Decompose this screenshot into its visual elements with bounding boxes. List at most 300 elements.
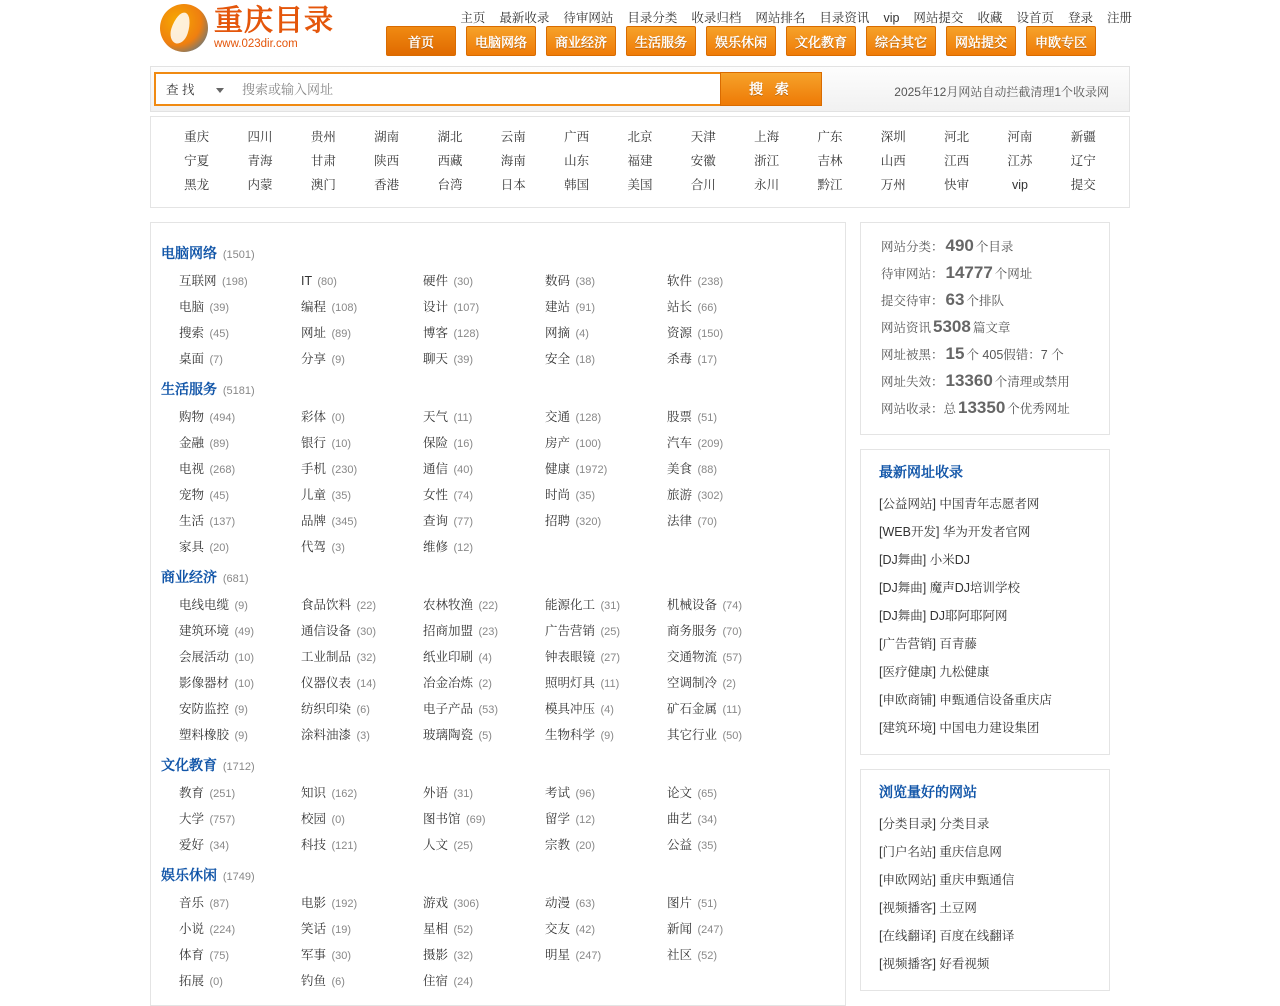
popular-site-link[interactable]: [分类目录] 分类目录 xyxy=(879,817,990,831)
category-item[interactable] xyxy=(545,457,667,483)
category-item[interactable] xyxy=(423,431,545,457)
category-item-count: (238) xyxy=(697,276,724,288)
stat-value: 13360 xyxy=(945,371,993,390)
region-link[interactable]: 甘肃 xyxy=(310,154,336,168)
category-item[interactable] xyxy=(423,619,545,645)
category-item[interactable] xyxy=(179,593,301,619)
category-item[interactable] xyxy=(423,321,545,347)
category-item-count: (306) xyxy=(453,898,480,910)
category-item-count: (89) xyxy=(209,438,230,450)
category-item[interactable] xyxy=(667,781,789,807)
category-item-label: 新闻 xyxy=(667,922,693,936)
category-item-label: 时尚 xyxy=(545,488,571,502)
category-item-label: 站长 xyxy=(667,300,693,314)
region-link[interactable]: vip xyxy=(1011,178,1028,192)
popular-site-link[interactable]: [申欧网站] 重庆申甄通信 xyxy=(879,873,1015,887)
region-link[interactable]: 安徽 xyxy=(690,154,716,168)
search-input[interactable] xyxy=(232,72,720,106)
category-item[interactable] xyxy=(545,781,667,807)
category-item-label: 家具 xyxy=(179,540,205,554)
region-link[interactable]: 香港 xyxy=(374,178,400,192)
region-link[interactable]: 福建 xyxy=(627,154,653,168)
category-item[interactable] xyxy=(179,645,301,671)
category-item-label: 照明灯具 xyxy=(545,676,596,690)
category-item[interactable] xyxy=(545,917,667,943)
region-link[interactable]: 黑龙 xyxy=(184,178,210,192)
region-links xyxy=(150,116,1130,208)
category-item-label: 动漫 xyxy=(545,896,571,910)
region-link[interactable]: 四川 xyxy=(247,130,273,144)
top-link-categories[interactable]: 目录分类 xyxy=(627,11,678,25)
latest-site-link[interactable]: [建筑环境] 中国电力建设集团 xyxy=(879,721,1040,735)
category-item-count: (30) xyxy=(331,950,352,962)
category-item-count: (49) xyxy=(234,626,255,638)
category-item-count: (66) xyxy=(697,302,718,314)
latest-site-link[interactable]: [公益网站] 中国青年志愿者网 xyxy=(879,497,1040,511)
category-item[interactable] xyxy=(423,943,545,969)
category-item[interactable] xyxy=(179,483,301,509)
search-button[interactable]: 搜 索 xyxy=(720,72,822,106)
region-link[interactable]: 山西 xyxy=(880,154,906,168)
latest-site-link[interactable]: [WEB开发] 华为开发者官网 xyxy=(879,525,1031,539)
category-item-label: 宗教 xyxy=(545,838,571,852)
category-item-label: 外语 xyxy=(423,786,449,800)
category-item-count: (38) xyxy=(575,276,596,288)
category-item[interactable] xyxy=(545,891,667,917)
category-item-count: (87) xyxy=(209,898,230,910)
category-item-label: 知识 xyxy=(301,786,327,800)
category-item[interactable] xyxy=(301,483,423,509)
category-item-label: 其它行业 xyxy=(667,728,718,742)
top-link-latest[interactable]: 最新收录 xyxy=(499,11,550,25)
category-item-label: 拓展 xyxy=(179,974,205,988)
category-heading[interactable] xyxy=(151,865,845,885)
region-link[interactable]: 湖南 xyxy=(374,130,400,144)
top-link-vip[interactable]: vip xyxy=(883,11,900,25)
category-item[interactable] xyxy=(179,723,301,749)
category-item[interactable] xyxy=(667,321,789,347)
category-item[interactable] xyxy=(301,645,423,671)
category-item-label: 代驾 xyxy=(301,540,327,554)
category-item[interactable] xyxy=(545,405,667,431)
category-item-label: 生活 xyxy=(179,514,205,528)
category-item-count: (247) xyxy=(575,950,602,962)
category-item-label: 电影 xyxy=(301,896,327,910)
category-item-count: (35) xyxy=(575,490,596,502)
category-item[interactable] xyxy=(423,969,545,995)
category-item[interactable] xyxy=(545,347,667,373)
category-heading[interactable] xyxy=(151,243,845,263)
region-link[interactable]: 山东 xyxy=(564,154,590,168)
top-link-register[interactable]: 注册 xyxy=(1106,11,1132,25)
region-link[interactable]: 美国 xyxy=(627,178,653,192)
category-item[interactable] xyxy=(179,269,301,295)
category-item-count: (34) xyxy=(697,814,718,826)
category-item-count: (2) xyxy=(722,678,736,690)
logo-icon xyxy=(160,4,208,52)
category-item[interactable] xyxy=(179,295,301,321)
category-item[interactable] xyxy=(667,807,789,833)
category-item[interactable] xyxy=(667,671,789,697)
category-item[interactable] xyxy=(179,321,301,347)
category-item[interactable] xyxy=(667,457,789,483)
category-heading-label: 商业经济 xyxy=(161,569,217,585)
category-item-label: 公益 xyxy=(667,838,693,852)
category-item[interactable] xyxy=(423,295,545,321)
category-item-label: 保险 xyxy=(423,436,449,450)
category-item[interactable] xyxy=(545,269,667,295)
logo-subtitle: www.023dir.com xyxy=(214,37,298,50)
category-item[interactable] xyxy=(179,431,301,457)
site-logo[interactable] xyxy=(160,0,340,56)
category-item[interactable] xyxy=(545,593,667,619)
category-item-count: (35) xyxy=(697,840,718,852)
category-heading-count: (1749) xyxy=(222,871,255,883)
category-item[interactable] xyxy=(179,405,301,431)
category-item-count: (89) xyxy=(331,328,352,340)
category-item[interactable] xyxy=(301,535,423,561)
category-item[interactable] xyxy=(545,645,667,671)
category-item-label: 音乐 xyxy=(179,896,205,910)
category-item-label: 网摘 xyxy=(545,326,571,340)
category-item[interactable] xyxy=(301,509,423,535)
category-item[interactable] xyxy=(301,781,423,807)
category-item[interactable] xyxy=(423,781,545,807)
category-item[interactable] xyxy=(545,723,667,749)
category-item[interactable] xyxy=(545,321,667,347)
category-grid xyxy=(151,781,845,859)
category-item-label: 体育 xyxy=(179,948,205,962)
category-item-label: 矿石金属 xyxy=(667,702,718,716)
region-link[interactable]: 陕西 xyxy=(374,154,400,168)
category-item-count: (137) xyxy=(209,516,236,528)
popular-site-link[interactable]: [门户名站] 重庆信息网 xyxy=(879,845,1002,859)
category-item[interactable] xyxy=(423,457,545,483)
top-link-archive[interactable]: 收录归档 xyxy=(691,11,742,25)
category-item[interactable] xyxy=(423,891,545,917)
stat-suffix: 个 405假错：7 个 xyxy=(966,348,1064,362)
region-link[interactable]: 西藏 xyxy=(437,154,463,168)
category-item[interactable] xyxy=(423,593,545,619)
latest-site-link[interactable]: [DJ舞曲] DJ耶阿耶阿网 xyxy=(879,609,1008,623)
region-link[interactable]: 上海 xyxy=(754,130,780,144)
category-item[interactable] xyxy=(667,917,789,943)
category-heading[interactable] xyxy=(151,379,845,399)
top-link-submit[interactable]: 网站提交 xyxy=(913,11,964,25)
category-item[interactable] xyxy=(301,723,423,749)
category-item[interactable] xyxy=(667,509,789,535)
category-item[interactable] xyxy=(301,321,423,347)
category-item-label: 模具冲压 xyxy=(545,702,596,716)
nav-item-others[interactable]: 综合其它 xyxy=(866,26,936,56)
region-link[interactable]: 快审 xyxy=(944,178,970,192)
stat-row xyxy=(861,260,1109,287)
category-item[interactable] xyxy=(301,969,423,995)
category-item[interactable] xyxy=(423,723,545,749)
region-link[interactable]: 江苏 xyxy=(1007,154,1033,168)
category-item[interactable] xyxy=(301,405,423,431)
category-item-count: (39) xyxy=(453,354,474,366)
category-heading[interactable] xyxy=(151,755,845,775)
category-item-label: 交通物流 xyxy=(667,650,718,664)
category-item[interactable] xyxy=(301,833,423,859)
stat-value: 63 xyxy=(945,290,965,309)
region-row-1 xyxy=(151,125,1129,149)
category-item[interactable] xyxy=(667,431,789,457)
category-item[interactable] xyxy=(545,431,667,457)
sidebar xyxy=(860,222,1110,1005)
region-link[interactable]: 永川 xyxy=(754,178,780,192)
category-item[interactable] xyxy=(179,833,301,859)
category-item-count: (42) xyxy=(575,924,596,936)
region-link[interactable]: 海南 xyxy=(500,154,526,168)
stat-label: 网站收录：总 xyxy=(881,402,957,416)
region-link[interactable]: 贵州 xyxy=(310,130,336,144)
category-item[interactable] xyxy=(301,917,423,943)
region-link[interactable]: 天津 xyxy=(690,130,716,144)
region-link[interactable]: 云南 xyxy=(500,130,526,144)
stat-suffix: 个优秀网址 xyxy=(1007,402,1070,416)
category-item[interactable] xyxy=(301,697,423,723)
latest-site-link[interactable]: [广告营销] 百青藤 xyxy=(879,637,977,651)
logo-text xyxy=(214,2,335,51)
category-item[interactable] xyxy=(545,697,667,723)
category-item[interactable] xyxy=(301,671,423,697)
category-item[interactable] xyxy=(301,295,423,321)
category-item-count: (192) xyxy=(331,898,358,910)
category-item[interactable] xyxy=(423,671,545,697)
top-link-sethome[interactable]: 设首页 xyxy=(1016,11,1054,25)
region-link[interactable]: 河南 xyxy=(1007,130,1033,144)
region-link[interactable]: 辽宁 xyxy=(1070,154,1096,168)
top-link-login[interactable]: 登录 xyxy=(1067,11,1093,25)
category-item[interactable] xyxy=(667,483,789,509)
category-item[interactable] xyxy=(545,671,667,697)
category-item-count: (74) xyxy=(722,600,743,612)
category-item[interactable] xyxy=(423,405,545,431)
top-link-news[interactable]: 目录资讯 xyxy=(819,11,870,25)
category-heading[interactable] xyxy=(151,567,845,587)
category-item[interactable] xyxy=(667,723,789,749)
category-item[interactable] xyxy=(667,619,789,645)
region-link[interactable]: 深圳 xyxy=(880,130,906,144)
region-link[interactable]: 合川 xyxy=(690,178,716,192)
category-item[interactable] xyxy=(179,891,301,917)
search-bar xyxy=(150,66,1130,112)
stat-suffix: 篇文章 xyxy=(972,321,1011,335)
category-item-label: 通信 xyxy=(423,462,449,476)
category-item-count: (230) xyxy=(331,464,358,476)
latest-site-link[interactable]: [医疗健康] 九松健康 xyxy=(879,665,990,679)
region-link[interactable]: 广东 xyxy=(817,130,843,144)
category-item[interactable] xyxy=(179,697,301,723)
region-link[interactable]: 广西 xyxy=(564,130,590,144)
category-item-count: (3) xyxy=(331,542,345,554)
category-item[interactable] xyxy=(667,295,789,321)
category-item[interactable] xyxy=(179,781,301,807)
category-item[interactable] xyxy=(179,969,301,995)
category-item[interactable] xyxy=(179,807,301,833)
category-item[interactable] xyxy=(179,535,301,561)
region-link[interactable]: 湖北 xyxy=(437,130,463,144)
category-item[interactable] xyxy=(423,509,545,535)
category-item[interactable] xyxy=(667,833,789,859)
category-item[interactable] xyxy=(301,593,423,619)
category-item-label: 杀毒 xyxy=(667,352,693,366)
region-link[interactable]: 台湾 xyxy=(437,178,463,192)
category-item[interactable] xyxy=(179,671,301,697)
popular-site-link[interactable]: [视频播客] 好看视频 xyxy=(879,957,990,971)
category-item[interactable] xyxy=(301,891,423,917)
category-grid xyxy=(151,891,845,995)
nav-item-entertainment[interactable]: 娱乐休闲 xyxy=(706,26,776,56)
stat-row xyxy=(861,287,1109,314)
region-link[interactable]: 重庆 xyxy=(184,130,210,144)
category-item-label: 星相 xyxy=(423,922,449,936)
latest-site-link[interactable]: [DJ舞曲] 魔声DJ培训学校 xyxy=(879,581,1020,595)
category-item-count: (96) xyxy=(575,788,596,800)
region-link[interactable]: 江西 xyxy=(944,154,970,168)
category-item-count: (19) xyxy=(331,924,352,936)
category-item-count: (3) xyxy=(356,730,370,742)
category-item-count: (40) xyxy=(453,464,474,476)
nav-item-culture-education[interactable]: 文化教育 xyxy=(786,26,856,56)
search-type-select[interactable] xyxy=(154,72,232,106)
nav-item-site-submit[interactable]: 网站提交 xyxy=(946,26,1016,56)
region-link[interactable]: 青海 xyxy=(247,154,273,168)
category-heading-label: 文化教育 xyxy=(161,757,217,773)
category-item[interactable] xyxy=(545,943,667,969)
category-item[interactable] xyxy=(545,807,667,833)
category-item[interactable] xyxy=(545,509,667,535)
top-link-home[interactable]: 主页 xyxy=(460,11,486,25)
top-link-favorite[interactable]: 收藏 xyxy=(977,11,1003,25)
nav-item-home[interactable]: 首页 xyxy=(386,26,456,56)
category-item-label: 论文 xyxy=(667,786,693,800)
category-item[interactable] xyxy=(423,645,545,671)
region-link[interactable]: 内蒙 xyxy=(247,178,273,192)
category-item[interactable] xyxy=(667,891,789,917)
category-item[interactable] xyxy=(545,295,667,321)
category-item[interactable] xyxy=(179,917,301,943)
category-item[interactable] xyxy=(667,645,789,671)
category-item-count: (494) xyxy=(209,412,236,424)
category-item[interactable] xyxy=(667,347,789,373)
category-item[interactable] xyxy=(667,697,789,723)
category-item-label: 人文 xyxy=(423,838,449,852)
latest-site-link[interactable]: [DJ舞曲] 小米DJ xyxy=(879,553,970,567)
region-link[interactable]: 澳门 xyxy=(310,178,336,192)
category-item-label: IT xyxy=(301,274,312,288)
category-grid xyxy=(151,405,845,561)
stat-value: 15 xyxy=(945,344,965,363)
popular-site-link[interactable]: [在线翻译] 百度在线翻译 xyxy=(879,929,1015,943)
category-item-count: (11) xyxy=(453,412,473,424)
nav-item-shenou-zone[interactable]: 申欧专区 xyxy=(1026,26,1096,56)
category-item[interactable] xyxy=(423,697,545,723)
category-item[interactable] xyxy=(301,269,423,295)
stats-panel xyxy=(860,222,1110,435)
region-link[interactable]: 吉林 xyxy=(817,154,843,168)
category-item[interactable] xyxy=(301,457,423,483)
category-item[interactable] xyxy=(301,431,423,457)
category-item[interactable] xyxy=(179,347,301,373)
category-item[interactable] xyxy=(301,943,423,969)
nav-item-computer-network[interactable]: 电脑网络 xyxy=(466,26,536,56)
category-item-label: 笑话 xyxy=(301,922,327,936)
category-item[interactable] xyxy=(423,483,545,509)
region-link[interactable]: 宁夏 xyxy=(184,154,210,168)
region-link[interactable]: 河北 xyxy=(944,130,970,144)
popular-site-link[interactable]: [视频播客] 土豆网 xyxy=(879,901,977,915)
category-item[interactable] xyxy=(667,405,789,431)
category-item[interactable] xyxy=(301,619,423,645)
category-item[interactable] xyxy=(423,807,545,833)
category-item-label: 天气 xyxy=(423,410,449,424)
category-item[interactable] xyxy=(179,457,301,483)
stat-suffix: 个网址 xyxy=(994,267,1033,281)
category-item[interactable] xyxy=(301,807,423,833)
stat-label: 网址被黑： xyxy=(881,348,944,362)
category-item[interactable] xyxy=(423,269,545,295)
category-item[interactable] xyxy=(545,833,667,859)
category-item[interactable] xyxy=(423,833,545,859)
category-item-label: 分享 xyxy=(301,352,327,366)
category-item[interactable] xyxy=(667,943,789,969)
category-item[interactable] xyxy=(179,619,301,645)
category-item[interactable] xyxy=(423,535,545,561)
category-item-count: (4) xyxy=(478,652,492,664)
region-link[interactable]: 提交 xyxy=(1070,178,1096,192)
region-link[interactable]: 新疆 xyxy=(1070,130,1096,144)
category-item-count: (100) xyxy=(575,438,602,450)
category-item-label: 交通 xyxy=(545,410,571,424)
top-link-pending[interactable]: 待审网站 xyxy=(563,11,614,25)
category-item-count: (12) xyxy=(453,542,474,554)
category-item-label: 图片 xyxy=(667,896,693,910)
nav-item-life-services[interactable]: 生活服务 xyxy=(626,26,696,56)
category-item[interactable] xyxy=(423,347,545,373)
category-item[interactable] xyxy=(179,943,301,969)
category-item-count: (88) xyxy=(697,464,718,476)
category-item[interactable] xyxy=(179,509,301,535)
category-item[interactable] xyxy=(545,483,667,509)
region-link[interactable]: 黔江 xyxy=(817,178,843,192)
category-item-count: (24) xyxy=(453,976,474,988)
latest-site-link[interactable]: [申欧商铺] 申甄通信设备重庆店 xyxy=(879,693,1052,707)
category-item-label: 手机 xyxy=(301,462,327,476)
category-item-label: 健康 xyxy=(545,462,571,476)
category-item[interactable] xyxy=(545,619,667,645)
category-item[interactable] xyxy=(423,917,545,943)
region-link[interactable]: 北京 xyxy=(627,130,653,144)
top-link-ranking[interactable]: 网站排名 xyxy=(755,11,806,25)
category-item-label: 影像器材 xyxy=(179,676,230,690)
region-link[interactable]: 浙江 xyxy=(754,154,780,168)
category-item-label: 校园 xyxy=(301,812,327,826)
region-link[interactable]: 万州 xyxy=(880,178,906,192)
category-item[interactable] xyxy=(667,269,789,295)
category-item-label: 聊天 xyxy=(423,352,449,366)
region-link[interactable]: 韩国 xyxy=(564,178,590,192)
category-item-count: (128) xyxy=(453,328,480,340)
category-item[interactable] xyxy=(301,347,423,373)
category-item[interactable] xyxy=(667,593,789,619)
category-item-count: (53) xyxy=(478,704,499,716)
nav-item-business-economy[interactable]: 商业经济 xyxy=(546,26,616,56)
category-item-label: 纺织印染 xyxy=(301,702,352,716)
region-link[interactable]: 日本 xyxy=(500,178,526,192)
